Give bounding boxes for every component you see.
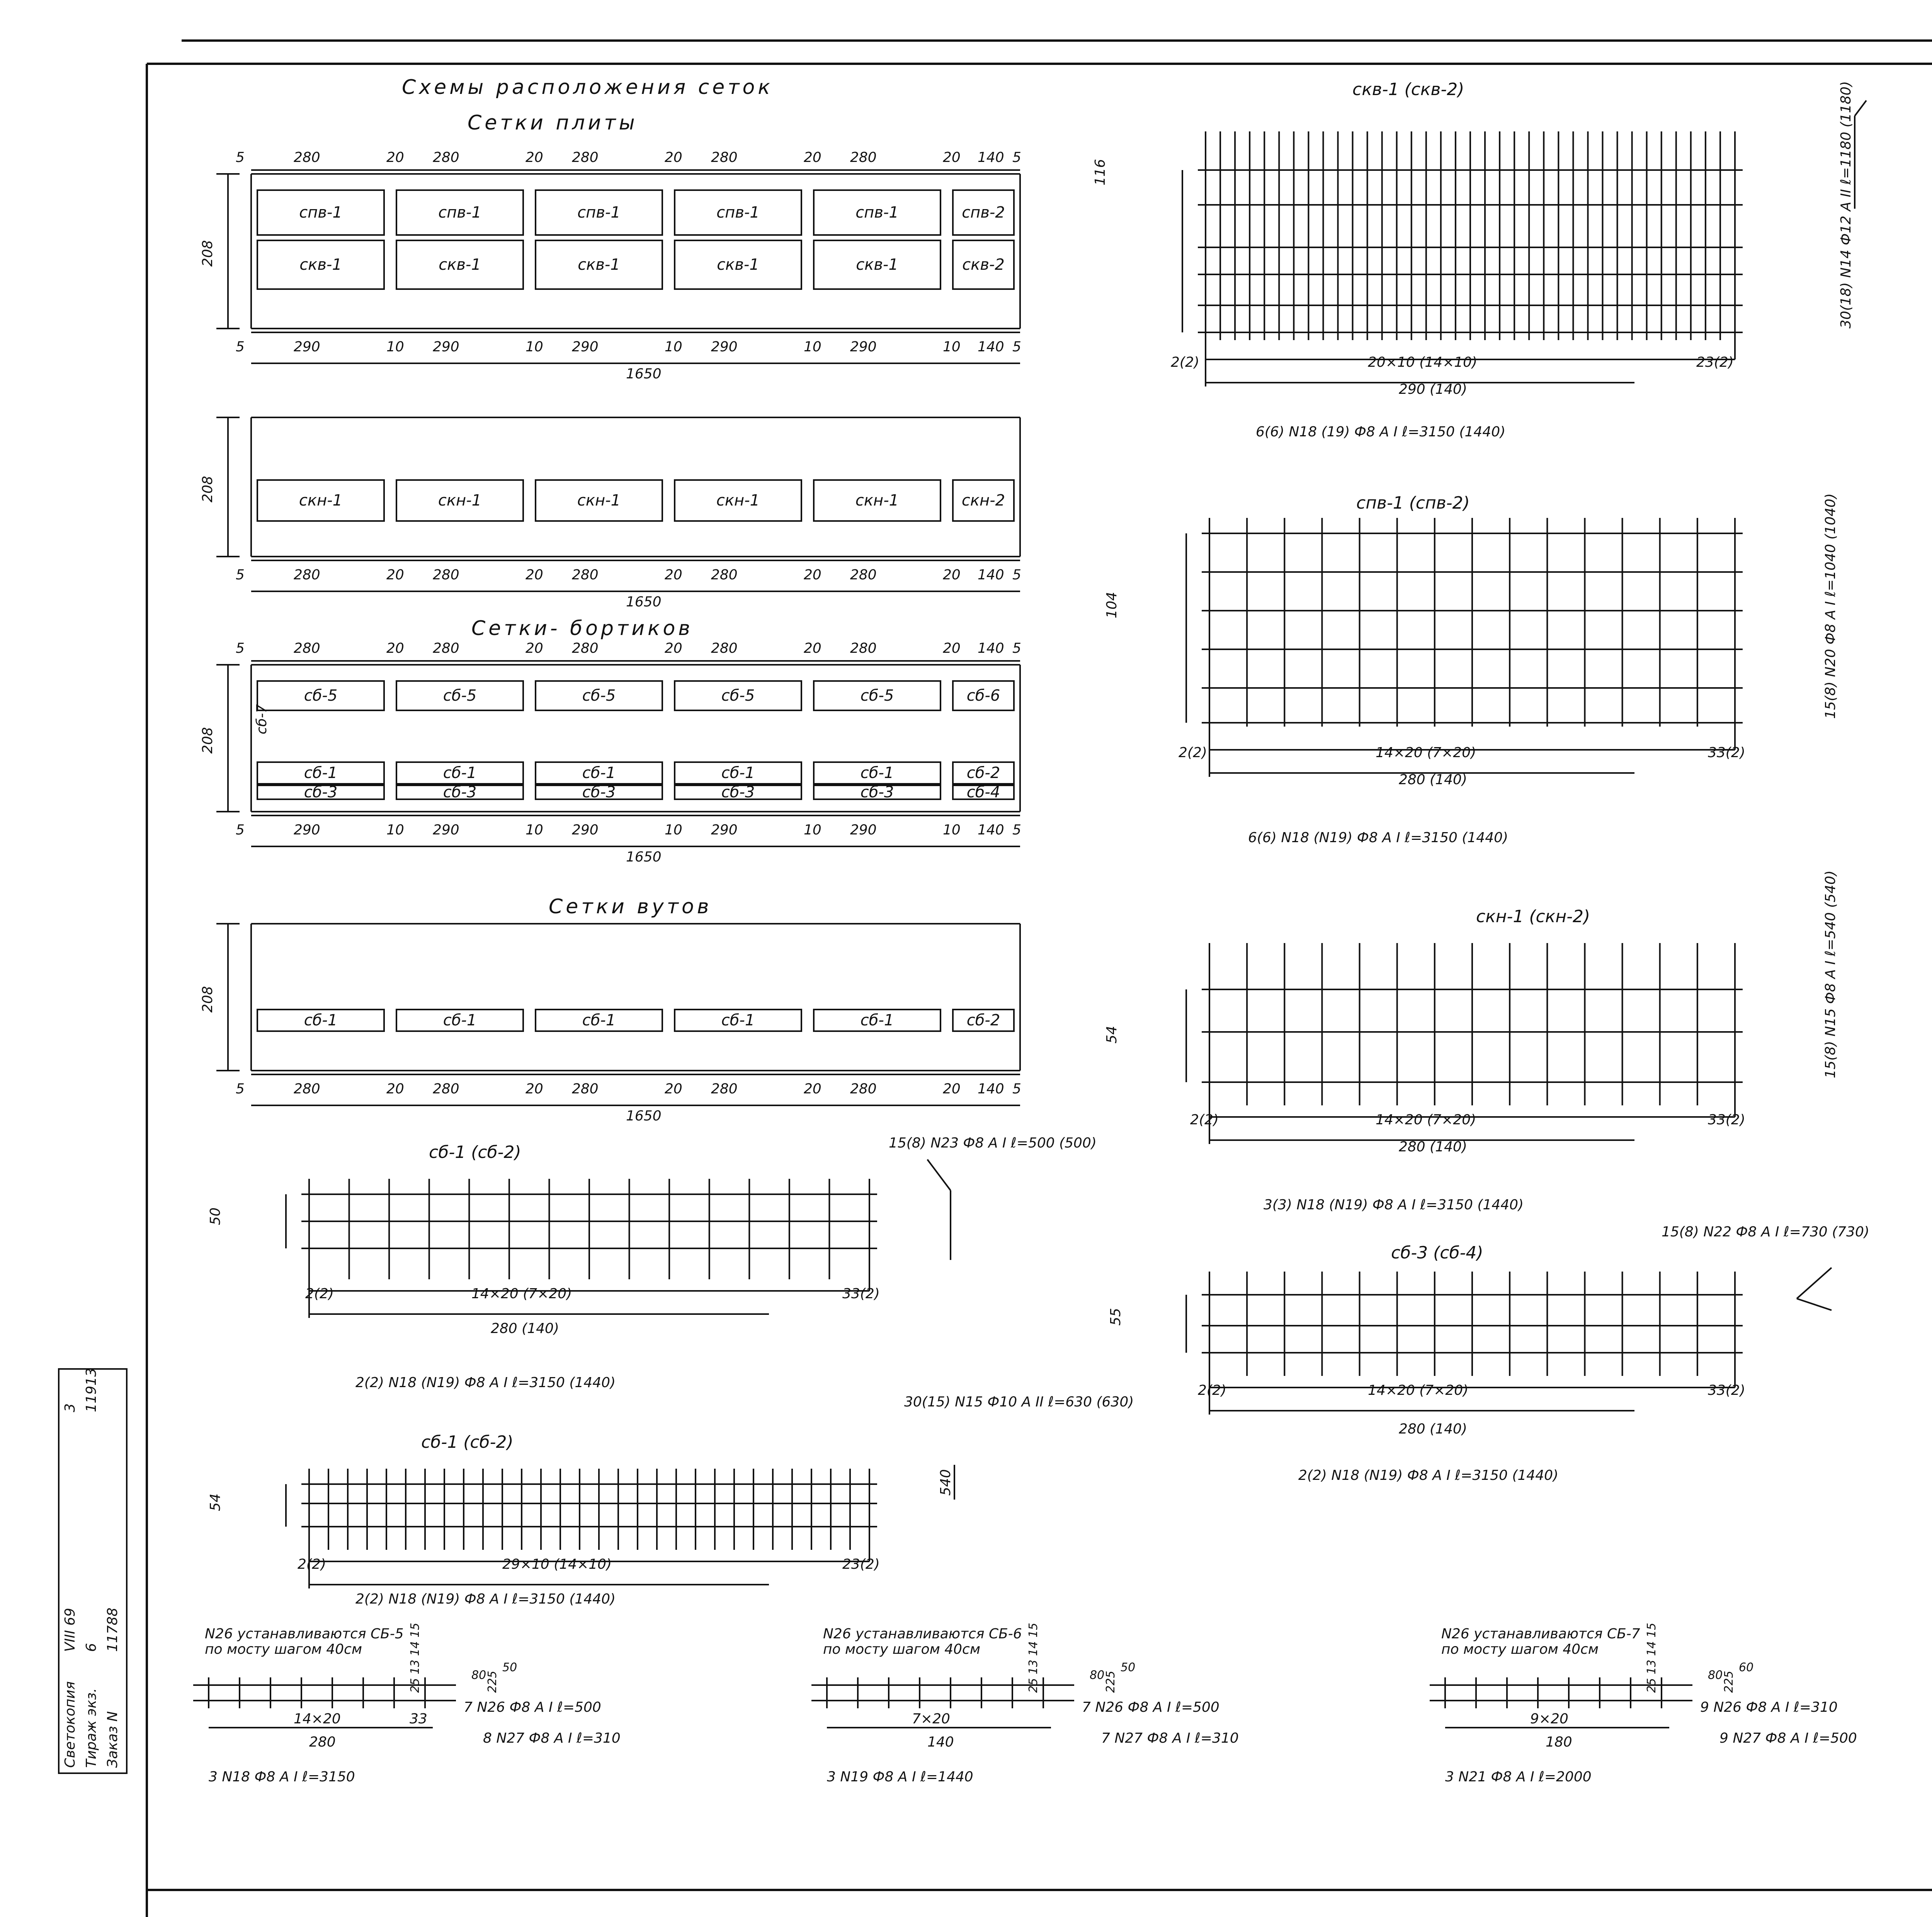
mesh-cnb-end1: 2(2) bbox=[1179, 745, 1207, 761]
mesh-ckh-end1: 2(2) bbox=[1190, 1112, 1219, 1128]
plan-bort-dim-bot-value: 5 bbox=[1012, 822, 1021, 838]
plan-slab-dim-top-value: 140 bbox=[978, 150, 1004, 165]
plan-ckn-dim-bot-value: 20 bbox=[943, 567, 961, 583]
small-1-d1: 7 N26 Ф8 А I ℓ=500 bbox=[1082, 1699, 1219, 1715]
small-2-d2: 9 N27 Ф8 А I ℓ=500 bbox=[1719, 1730, 1857, 1746]
mesh-cb6-step: 29×10 (14×10) bbox=[502, 1556, 612, 1572]
plan-slab-dim-top-value: 20 bbox=[526, 150, 543, 165]
plan-vut-cell: сб-1 bbox=[674, 1009, 802, 1032]
plan-bort-dim-bot-value: 140 bbox=[978, 822, 1004, 838]
mesh-cnb-total: 280 (140) bbox=[1399, 772, 1467, 788]
plan-vut-dim-bot-value: 280 bbox=[711, 1081, 738, 1097]
plan-ckn-dim-bot-value: 140 bbox=[978, 567, 1004, 583]
plan-slab-cell: скв-2 bbox=[952, 240, 1015, 290]
plan-slab-dim-top-value: 280 bbox=[572, 150, 599, 165]
bent-bar bbox=[1797, 1299, 1832, 1310]
plan-ckn-total: 1650 bbox=[626, 594, 662, 610]
plan-bort-dim-bot-value: 10 bbox=[943, 822, 961, 838]
side-stamp-cell: Тираж экз. bbox=[83, 1688, 99, 1768]
mesh-cb3-height: 55 bbox=[1108, 1308, 1124, 1326]
plan-bort-cell: сб-3 bbox=[535, 785, 663, 800]
plan-bort-cell: сб-3 bbox=[674, 785, 802, 800]
plan-bort-dim-bot-value: 290 bbox=[294, 822, 320, 838]
plan-slab-cell: скв-1 bbox=[535, 240, 663, 290]
mesh-cb1-side: 15(8) N23 Ф8 А I ℓ=500 (500) bbox=[889, 1135, 1097, 1151]
plan-slab-cell: спв-2 bbox=[952, 189, 1015, 236]
plan-vut-dim-bot-value: 20 bbox=[386, 1081, 404, 1097]
side-stamp-cell: 6 bbox=[83, 1643, 99, 1652]
mesh-cb6-title: сб-1 (сб-2) bbox=[421, 1432, 514, 1452]
plan-ckn-dim-bot-value: 20 bbox=[526, 567, 543, 583]
plan-bort-dim-top-value: 280 bbox=[572, 640, 599, 656]
plan-vut-dim-bot-value: 140 bbox=[978, 1081, 1004, 1097]
bent-bar bbox=[1855, 100, 1866, 116]
plan-bort-dim-top-value: 20 bbox=[804, 640, 821, 656]
slab-title: Сетки плиты bbox=[468, 111, 638, 134]
plan-bort-dim-bot-value: 10 bbox=[526, 822, 543, 838]
plan-vut-dim-bot-value: 280 bbox=[572, 1081, 599, 1097]
plan-bort-cell: сб-1 bbox=[813, 761, 941, 785]
plan-slab-dim-top-value: 280 bbox=[850, 150, 877, 165]
small-0-note2: по мосту шагом 40см bbox=[205, 1641, 362, 1657]
mesh-cb1-caption: 2(2) N18 (N19) Ф8 А I ℓ=3150 (1440) bbox=[355, 1375, 616, 1391]
mesh-ckh-side: 15(8) N15 Ф8 А I ℓ=540 (540) bbox=[1823, 870, 1838, 1078]
plan-ckn-cell: скн-1 bbox=[257, 479, 385, 522]
small-0-note: N26 устанавливаются СБ-5 bbox=[205, 1626, 404, 1642]
plan-bort-height: 208 bbox=[200, 727, 216, 754]
mesh-cnb-title: спв-1 (спв-2) bbox=[1356, 493, 1470, 513]
plan-slab-cell: спв-1 bbox=[535, 189, 663, 236]
bent-bar bbox=[927, 1159, 951, 1190]
plan-slab-dim-bot-value: 5 bbox=[1012, 339, 1021, 355]
mesh-cb6-end2: 23(2) bbox=[842, 1556, 880, 1572]
plan-slab-dim-bot-value: 140 bbox=[978, 339, 1004, 355]
plan-bort-cell: сб-5 bbox=[535, 680, 663, 711]
small-0-d2: 8 N27 Ф8 А I ℓ=310 bbox=[483, 1730, 621, 1746]
plan-ckn-dim-bot-value: 20 bbox=[386, 567, 404, 583]
mesh-ckh-total: 280 (140) bbox=[1399, 1139, 1467, 1155]
plan-bort-dim-bot-value: 5 bbox=[236, 822, 245, 838]
plan-vut-cell: сб-1 bbox=[257, 1009, 385, 1032]
small-1-caption: 3 N19 Ф8 А I ℓ=1440 bbox=[827, 1769, 973, 1785]
plan-slab-dim-top-value: 5 bbox=[236, 150, 245, 165]
plan-slab-cell: скв-1 bbox=[396, 240, 524, 290]
small-1-a: 80 bbox=[1090, 1668, 1105, 1682]
mesh-ckb-total: 290 (140) bbox=[1399, 381, 1467, 397]
plan-bort-cell: сб-1 bbox=[674, 761, 802, 785]
plan-bort-cell: сб-1 bbox=[396, 761, 524, 785]
plan-slab-cell: скв-1 bbox=[257, 240, 385, 290]
plan-bort-dim-top-value: 20 bbox=[526, 640, 543, 656]
mesh-cb6-end1: 2(2) bbox=[298, 1556, 326, 1572]
small-2-total: 180 bbox=[1546, 1734, 1572, 1750]
plan-bort-dim-bot-value: 290 bbox=[850, 822, 877, 838]
mesh-ckh-end2: 33(2) bbox=[1708, 1112, 1745, 1128]
mesh-cb3-side: 15(8) N22 Ф8 А I ℓ=730 (730) bbox=[1662, 1224, 1869, 1240]
side-stamp-cell: VIII 69 bbox=[62, 1608, 78, 1652]
plan-slab-cell: спв-1 bbox=[396, 189, 524, 236]
plan-bort-dim-top-value: 280 bbox=[711, 640, 738, 656]
vut-title: Сетки вутов bbox=[549, 895, 712, 918]
mesh-cb3-end2: 33(2) bbox=[1708, 1382, 1745, 1398]
plan-bort-cell: сб-1 bbox=[535, 761, 663, 785]
plan-bort-cell: сб-2 bbox=[952, 761, 1015, 785]
plan-ckn-dim-bot-value: 20 bbox=[665, 567, 682, 583]
small-2-c: 225 bbox=[1722, 1670, 1736, 1693]
plan-slab-cell: спв-1 bbox=[257, 189, 385, 236]
side-stamp bbox=[58, 1368, 128, 1774]
plan-slab-dim-top-value: 20 bbox=[943, 150, 961, 165]
plan-vut-dim-bot-value: 20 bbox=[943, 1081, 961, 1097]
plan-slab-cell: скв-1 bbox=[813, 240, 941, 290]
bent-bar bbox=[1797, 1268, 1832, 1299]
side-stamp-cell: Светокопия bbox=[62, 1681, 78, 1768]
plan-bort-dim-top-value: 280 bbox=[433, 640, 459, 656]
plan-vut-dim-bot-value: 20 bbox=[526, 1081, 543, 1097]
mesh-cb6-side: 30(15) N15 Ф10 А II ℓ=630 (630) bbox=[904, 1394, 1134, 1410]
plan-ckn-dim-bot-value: 280 bbox=[572, 567, 599, 583]
plan-vut-height: 208 bbox=[200, 986, 216, 1013]
mesh-ckh-title: скн-1 (скн-2) bbox=[1476, 907, 1590, 926]
small-0-total: 280 bbox=[309, 1734, 336, 1750]
plan-slab-height: 208 bbox=[200, 240, 216, 267]
small-0-step: 14×20 bbox=[294, 1711, 341, 1727]
plan-bort-dim-top-value: 20 bbox=[943, 640, 961, 656]
mesh-cb6-caption: 2(2) N18 (N19) Ф8 А I ℓ=3150 (1440) bbox=[355, 1591, 616, 1607]
plan-bort-dim-bot-value: 10 bbox=[386, 822, 404, 838]
mesh-ckb-end2: 23(2) bbox=[1696, 354, 1734, 370]
plan-slab-dim-bot-value: 5 bbox=[236, 339, 245, 355]
plan-vut-cell: сб-2 bbox=[952, 1009, 1015, 1032]
plan-ckn-dim-bot-value: 280 bbox=[850, 567, 877, 583]
side-stamp-cell: 3 bbox=[62, 1403, 78, 1412]
plan-ckn-cell: скн-2 bbox=[952, 479, 1015, 522]
plan-slab-dim-bot-value: 10 bbox=[804, 339, 821, 355]
plan-bort-dim-bot-value: 290 bbox=[711, 822, 738, 838]
small-0-end: 33 bbox=[410, 1711, 427, 1727]
plan-bort-cell: сб-5 bbox=[257, 680, 385, 711]
plan-ckn-dim-bot-value: 5 bbox=[1012, 567, 1021, 583]
plan-vut-dim-bot-value: 280 bbox=[433, 1081, 459, 1097]
mesh-cb1-height: 50 bbox=[207, 1207, 223, 1225]
plan-ckn-dim-bot-value: 280 bbox=[433, 567, 459, 583]
plan-ckn-cell: скн-1 bbox=[813, 479, 941, 522]
small-2-vd: 25 13 14 15 bbox=[1645, 1622, 1658, 1693]
plan-bort-cell: сб-4 bbox=[952, 785, 1015, 800]
mesh-ckb-title: скв-1 (скв-2) bbox=[1352, 80, 1464, 99]
plan-slab-total: 1650 bbox=[626, 366, 662, 382]
plan-slab-dim-bot-value: 10 bbox=[386, 339, 404, 355]
small-0-a: 80 bbox=[471, 1668, 486, 1682]
plan-ckn-dim-bot-value: 20 bbox=[804, 567, 821, 583]
side-stamp-cell: Заказ N bbox=[105, 1711, 121, 1768]
plan-slab-dim-bot-value: 290 bbox=[572, 339, 599, 355]
plan-title: Схемы расположения сеток bbox=[402, 76, 773, 99]
plan-slab-dim-top-value: 5 bbox=[1012, 150, 1021, 165]
mesh-cb1-total: 280 (140) bbox=[491, 1321, 559, 1336]
small-1-c: 225 bbox=[1104, 1670, 1117, 1693]
plan-bort-cell: сб-1 bbox=[257, 761, 385, 785]
mesh-ckb-end1: 2(2) bbox=[1171, 354, 1199, 370]
plan-ckn-height: 208 bbox=[200, 476, 216, 502]
plan-vut-dim-bot-value: 5 bbox=[236, 1081, 245, 1097]
plan-bort-dim-top-value: 280 bbox=[850, 640, 877, 656]
small-1-vd: 25 13 14 15 bbox=[1027, 1622, 1040, 1693]
plan-slab-dim-top-value: 280 bbox=[711, 150, 738, 165]
mesh-cb3-end1: 2(2) bbox=[1198, 1382, 1226, 1398]
plan-ckn-dim-bot-value: 280 bbox=[711, 567, 738, 583]
small-0-c: 225 bbox=[486, 1670, 499, 1693]
mesh-cb3-title: сб-3 (сб-4) bbox=[1391, 1243, 1483, 1263]
mesh-ckb-height: 116 bbox=[1092, 159, 1108, 186]
plan-bort-dim-top-value: 5 bbox=[236, 640, 245, 656]
plan-slab-dim-top-value: 20 bbox=[386, 150, 404, 165]
plan-slab-dim-bot-value: 290 bbox=[711, 339, 738, 355]
plan-vut-dim-bot-value: 280 bbox=[294, 1081, 320, 1097]
side-stamp-cell: 11788 bbox=[105, 1607, 121, 1652]
plan-slab-dim-bot-value: 10 bbox=[526, 339, 543, 355]
mesh-ckb-side: 30(18) N14 Ф12 А II ℓ=1180 (1180) bbox=[1838, 81, 1854, 329]
small-1-d2: 7 N27 Ф8 А I ℓ=310 bbox=[1101, 1730, 1239, 1746]
mesh-ckh-caption: 3(3) N18 (N19) Ф8 А I ℓ=3150 (1440) bbox=[1264, 1197, 1524, 1213]
bort-title: Сетки- бортиков bbox=[471, 617, 693, 640]
plan-bort-dim-top-value: 20 bbox=[386, 640, 404, 656]
plan-slab-cell: спв-1 bbox=[813, 189, 941, 236]
plan-slab-dim-bot-value: 290 bbox=[294, 339, 320, 355]
small-0-b: 50 bbox=[502, 1661, 517, 1674]
plan-bort-dim-bot-value: 290 bbox=[433, 822, 459, 838]
mesh-ckb-caption: 6(6) N18 (19) Ф8 А I ℓ=3150 (1440) bbox=[1256, 424, 1506, 440]
mesh-ckh-height: 54 bbox=[1104, 1026, 1120, 1044]
plan-slab-cell: скв-1 bbox=[674, 240, 802, 290]
plan-bort-cell: сб-5 bbox=[674, 680, 802, 711]
plan-slab-dim-bot-value: 10 bbox=[665, 339, 682, 355]
plan-vut-cell: сб-1 bbox=[535, 1009, 663, 1032]
small-1-note2: по мосту шагом 40см bbox=[823, 1641, 981, 1657]
small-2-note: N26 устанавливаются СБ-7 bbox=[1441, 1626, 1640, 1642]
small-2-note2: по мосту шагом 40см bbox=[1441, 1641, 1599, 1657]
plan-bort-dim-top-value: 5 bbox=[1012, 640, 1021, 656]
plan-bort-total: 1650 bbox=[626, 849, 662, 865]
mesh-cb1-title: сб-1 (сб-2) bbox=[429, 1142, 521, 1162]
plan-ckn-dim-bot-value: 5 bbox=[236, 567, 245, 583]
plan-vut-cell: сб-1 bbox=[396, 1009, 524, 1032]
mesh-cb6-side-h: 540 bbox=[938, 1469, 954, 1496]
plan-bort-dim-top-value: 20 bbox=[665, 640, 682, 656]
mesh-cb1-step: 14×20 (7×20) bbox=[471, 1286, 572, 1302]
plan-bort-dim-bot-value: 290 bbox=[572, 822, 599, 838]
plan-bort-cell: сб-5 bbox=[813, 680, 941, 711]
plan-vut-dim-bot-value: 20 bbox=[665, 1081, 682, 1097]
small-1-total: 140 bbox=[927, 1734, 954, 1750]
small-0-d1: 7 N26 Ф8 А I ℓ=500 bbox=[464, 1699, 601, 1715]
small-1-step: 7×20 bbox=[912, 1711, 950, 1727]
plan-bort-cell: сб-6 bbox=[952, 680, 1015, 711]
plan-slab-dim-top-value: 280 bbox=[433, 150, 459, 165]
plan-bort-cell: сб-3 bbox=[257, 785, 385, 800]
mesh-cb3-step: 14×20 (7×20) bbox=[1368, 1382, 1469, 1398]
mesh-cb6-height: 54 bbox=[207, 1493, 223, 1511]
plan-bort-side: сб-7 bbox=[254, 704, 270, 734]
plan-ckn-cell: скн-1 bbox=[396, 479, 524, 522]
plan-vut-dim-bot-value: 20 bbox=[804, 1081, 821, 1097]
side-stamp-cell: 11913 bbox=[83, 1368, 99, 1412]
mesh-cnb-caption: 6(6) N18 (N19) Ф8 А I ℓ=3150 (1440) bbox=[1248, 830, 1509, 846]
plan-bort-cell: сб-3 bbox=[396, 785, 524, 800]
small-2-a: 80 bbox=[1708, 1668, 1723, 1682]
plan-bort-dim-top-value: 280 bbox=[294, 640, 320, 656]
plan-vut-dim-bot-value: 5 bbox=[1012, 1081, 1021, 1097]
small-2-b: 60 bbox=[1739, 1661, 1754, 1674]
mesh-cnb-end2: 33(2) bbox=[1708, 745, 1745, 761]
small-1-b: 50 bbox=[1121, 1661, 1136, 1674]
small-2-step: 9×20 bbox=[1530, 1711, 1568, 1727]
mesh-cnb-step: 14×20 (7×20) bbox=[1376, 745, 1476, 761]
plan-vut-total: 1650 bbox=[626, 1108, 662, 1124]
small-2-caption: 3 N21 Ф8 А I ℓ=2000 bbox=[1445, 1769, 1592, 1785]
mesh-cb1-end2: 33(2) bbox=[842, 1286, 880, 1302]
plan-slab-dim-bot-value: 10 bbox=[943, 339, 961, 355]
mesh-ckh-step: 14×20 (7×20) bbox=[1376, 1112, 1476, 1128]
plan-ckn-cell: скн-1 bbox=[674, 479, 802, 522]
small-0-vd: 25 13 14 15 bbox=[408, 1622, 422, 1693]
plan-vut-dim-bot-value: 280 bbox=[850, 1081, 877, 1097]
plan-slab-dim-top-value: 20 bbox=[665, 150, 682, 165]
plan-ckn-dim-bot-value: 280 bbox=[294, 567, 320, 583]
mesh-cb3-caption: 2(2) N18 (N19) Ф8 А I ℓ=3150 (1440) bbox=[1298, 1468, 1559, 1483]
small-2-d1: 9 N26 Ф8 А I ℓ=310 bbox=[1700, 1699, 1838, 1715]
mesh-cnb-side: 15(8) N20 Ф8 А I ℓ=1040 (1040) bbox=[1823, 493, 1838, 719]
mesh-ckb-step: 20×10 (14×10) bbox=[1368, 354, 1478, 370]
plan-bort-cell: сб-5 bbox=[396, 680, 524, 711]
plan-bort-dim-bot-value: 10 bbox=[665, 822, 682, 838]
mesh-cnb-height: 104 bbox=[1104, 592, 1120, 618]
plan-ckn-cell: скн-1 bbox=[535, 479, 663, 522]
small-1-note: N26 устанавливаются СБ-6 bbox=[823, 1626, 1022, 1642]
mesh-cb1-end1: 2(2) bbox=[305, 1286, 334, 1302]
small-0-caption: 3 N18 Ф8 А I ℓ=3150 bbox=[209, 1769, 355, 1785]
plan-slab-dim-top-value: 20 bbox=[804, 150, 821, 165]
plan-vut-cell: сб-1 bbox=[813, 1009, 941, 1032]
plan-bort-dim-bot-value: 10 bbox=[804, 822, 821, 838]
plan-slab-dim-bot-value: 290 bbox=[433, 339, 459, 355]
mesh-cb3-total: 280 (140) bbox=[1399, 1421, 1467, 1437]
plan-bort-cell: сб-3 bbox=[813, 785, 941, 800]
plan-slab-dim-top-value: 280 bbox=[294, 150, 320, 165]
plan-slab-dim-bot-value: 290 bbox=[850, 339, 877, 355]
plan-bort-dim-top-value: 140 bbox=[978, 640, 1004, 656]
plan-slab-cell: спв-1 bbox=[674, 189, 802, 236]
